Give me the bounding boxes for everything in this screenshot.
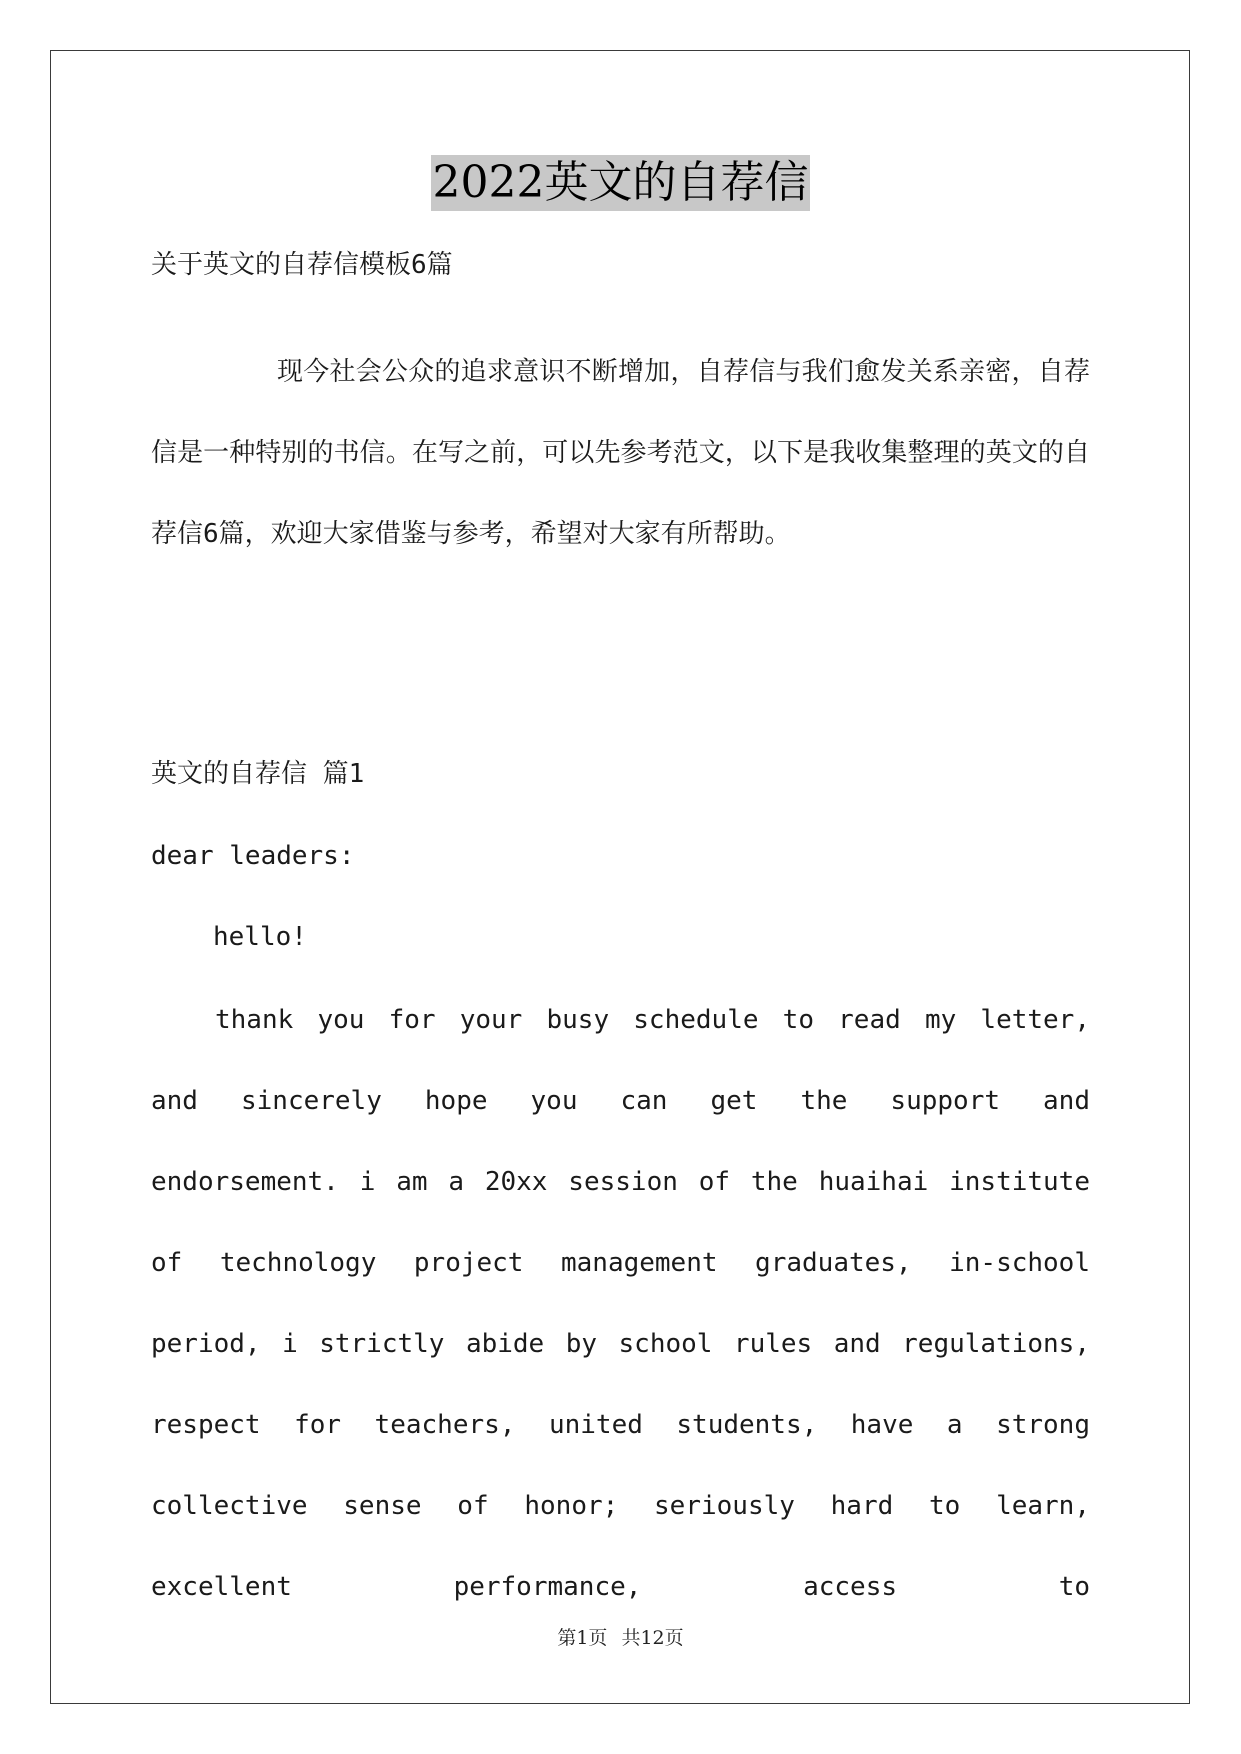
letter-paragraph: thank you for your busy schedule to read my letter, and sincerely hope you can get the support and endorsement. i am a 20xx session of the huaihai institute of technology project management graduates, in-school period, i strictly abide by school rules and regulations, respect for teachers, united students, have a strong collective sense of honor; seriously hard to learn, excellent performance, access to xyxy=(151,1005,1090,1602)
intro-paragraph: 现今社会公众的追求意识不断增加，自荐信与我们愈发关系亲密，自荐信是一种特别的书信。在写之前，可以先参考范文，以下是我收集整理的英文的自荐信6篇，欢迎大家借鉴与参考，希望对大家有所帮助。 xyxy=(151,357,1090,549)
document-title xyxy=(0,155,1241,211)
page-footer xyxy=(0,1623,1241,1650)
letter-greeting: hello! xyxy=(213,922,307,952)
document-subtitle: 关于英文的自荐信模板6篇 xyxy=(151,250,453,280)
letter-salutation: dear leaders: xyxy=(151,841,355,871)
document-title-text: 2022英文的自荐信 xyxy=(431,155,811,211)
page-number: 第1页 xyxy=(557,1627,608,1649)
article-heading: 英文的自荐信 篇1 xyxy=(151,759,365,789)
page-total: 共12页 xyxy=(621,1627,684,1649)
